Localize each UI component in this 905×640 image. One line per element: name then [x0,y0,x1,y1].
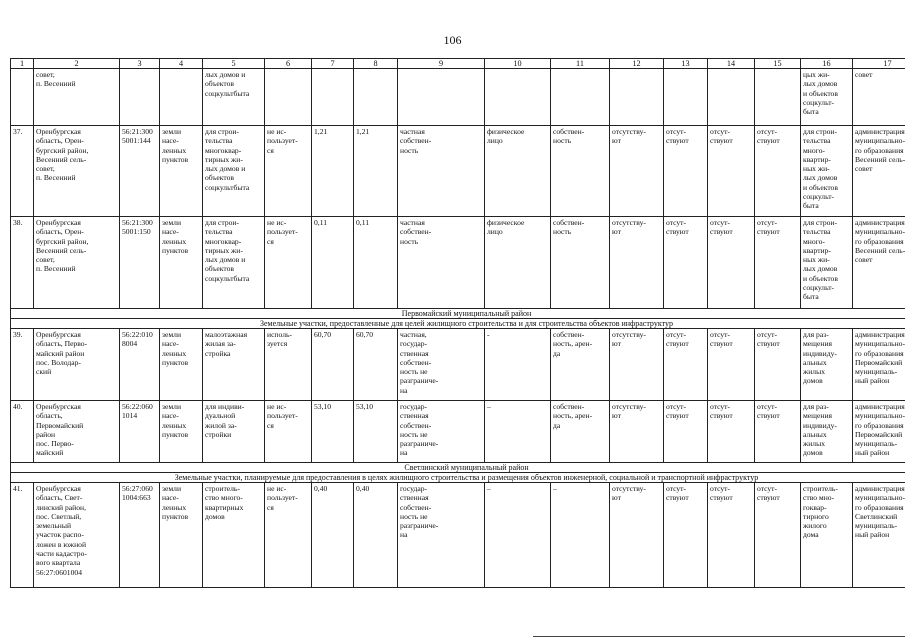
column-number: 12 [610,59,664,69]
column-number: 3 [120,59,160,69]
table-cell: отсут- ствуют [708,329,755,401]
row-number-cell: 39. [11,329,34,401]
column-number: 10 [485,59,551,69]
section-heading-row [11,319,905,329]
table-cell [610,69,664,126]
page-number: 106 [443,33,462,47]
table-cell [398,69,485,126]
table-cell: 1,21 [312,126,354,217]
section-heading-row [11,309,905,319]
table-cell: отсут- ствуют [664,329,708,401]
table-cell: отсут- ствуют [708,126,755,217]
table-row [11,69,905,126]
table-cell: администрация муниципально- го образования Светлинский муниципаль- ный район [853,483,905,588]
column-number: 6 [265,59,312,69]
table-cell [551,69,610,126]
table-row [11,217,905,309]
table-cell: отсут- ствуют [755,483,801,588]
table-cell: для раз- мещения индивиду- альных жилых домов [801,329,853,401]
table-cell [265,69,312,126]
table-cell: собствен- ность, арен- да [551,401,610,463]
table-cell: Оренбургская область, Орен- бургский район, Весенний сель- совет, п. Весенний [34,126,120,217]
table-cell: не ис- пользует- ся [265,217,312,309]
table-row [11,329,905,401]
table-cell: отсут- ствуют [708,401,755,463]
row-number-cell: 38. [11,217,34,309]
table-cell: 60,70 [354,329,398,401]
table-cell: отсут- ствуют [755,329,801,401]
column-number: 1 [11,59,34,69]
column-number: 17 [853,59,905,69]
table-cell: для строи- тельства много- квартир- ных жи- лых домов и объектов соцкульт- быта [801,217,853,309]
table-cell: земли насе- ленных пунктов [160,401,203,463]
table-cell: администрация муниципально- го образования Весенний сель- совет [853,217,905,309]
column-number-row [11,59,905,69]
table-cell: государ- ственная собствен- ность не разграниче- на [398,401,485,463]
table-cell: лых домов и объектов соцкультбыта [203,69,265,126]
table-cell [664,69,708,126]
table-cell: отсут- ствуют [755,217,801,309]
row-number-cell: 40. [11,401,34,463]
row-number-cell: 37. [11,126,34,217]
table-cell: администрация муниципально- го образования Первомайский муниципаль- ный район [853,329,905,401]
table-cell: для строи- тельства много- квартир- ных жи- лых домов и объектов соцкульт- быта [801,126,853,217]
table-cell: отсутству- ют [610,401,664,463]
table-cell [354,69,398,126]
table-cell: цых жи- лых домов и объектов соцкульт- быта [801,69,853,126]
table-cell: Оренбургская область, Свет- линский район, пос. Светлый, земельный участок распо- ложен в южной части кадастро- вого квартала 56:27:0601004 [34,483,120,588]
table-cell: 56:27:060 1004:663 [120,483,160,588]
table-cell: 53,10 [312,401,354,463]
column-number: 16 [801,59,853,69]
table-cell: земли насе- ленных пунктов [160,126,203,217]
table-cell: отсут- ствуют [708,217,755,309]
table-cell: 0,11 [354,217,398,309]
table-cell: частная собствен- ность [398,217,485,309]
table-cell: собствен- ность [551,126,610,217]
table-cell: - [485,329,551,401]
table-cell [755,69,801,126]
table-cell: физическое лицо [485,217,551,309]
table-cell: для строи- тельства многоквар- тирных жи- лых домов и объектов соцкультбыта [203,217,265,309]
table-cell [708,69,755,126]
table-cell: Оренбургская область, Перво- майский район пос. Володар- ский [34,329,120,401]
table-cell: отсут- ствуют [708,483,755,588]
table-cell: отсутству- ют [610,483,664,588]
table-cell: не ис- пользует- ся [265,483,312,588]
column-number: 2 [34,59,120,69]
table-cell: для индиви- дуальной жилой за- стройки [203,401,265,463]
table-row [11,483,905,588]
table-cell: отсут- ствуют [755,401,801,463]
table-cell: 0,40 [312,483,354,588]
land-plots-table [10,58,905,588]
table-cell: не ис- пользует- ся [265,401,312,463]
table-cell: 60,70 [312,329,354,401]
column-number: 11 [551,59,610,69]
table-cell: совет [853,69,905,126]
table-cell: земли насе- ленных пунктов [160,329,203,401]
table-cell: отсутству- ют [610,126,664,217]
table-cell: собствен- ность [551,217,610,309]
footer-rule [533,636,905,637]
column-number: 15 [755,59,801,69]
table-cell: 56:22:060 1014 [120,401,160,463]
table-cell: 56:22:010 8004 [120,329,160,401]
table-cell: физическое лицо [485,126,551,217]
table-cell: Оренбургская область, Первомайский район пос. Перво- майский [34,401,120,463]
table-cell: – [485,483,551,588]
table-cell: администрация муниципально- го образования Весенний сель- совет [853,126,905,217]
table-cell: частная собствен- ность [398,126,485,217]
column-number: 8 [354,59,398,69]
table-cell: – [485,401,551,463]
table-cell: 0,40 [354,483,398,588]
section-heading: Первомайский муниципальный район [11,309,905,319]
table-cell: 56:21:300 5001:150 [120,217,160,309]
table-cell: исполь- зуется [265,329,312,401]
column-number: 14 [708,59,755,69]
table-cell [120,69,160,126]
table-cell: отсут- ствуют [664,401,708,463]
table-cell: отсут- ствуют [664,217,708,309]
table-cell: отсут- ствуют [664,126,708,217]
section-heading: Земельные участки, предоставленные для целей жилищного строительства и для строительства объектов инфраструктур [11,319,905,329]
table-cell [485,69,551,126]
section-heading-row [11,473,905,483]
table-cell: земли насе- ленных пунктов [160,217,203,309]
table-cell: отсутству- ют [610,329,664,401]
table-cell: 0,11 [312,217,354,309]
column-number: 5 [203,59,265,69]
table-cell: – [551,483,610,588]
section-heading: Светлинский муниципальный район [11,463,905,473]
table-cell: не ис- пользует- ся [265,126,312,217]
table-cell: строитель- ство мно- гоквар- тирного жилого дома [801,483,853,588]
row-number-cell: 41. [11,483,34,588]
table-cell: совет, п. Весенний [34,69,120,126]
table-cell: 1,21 [354,126,398,217]
column-number: 4 [160,59,203,69]
table-row [11,126,905,217]
table-cell [160,69,203,126]
table-cell: государ- ственная собствен- ность не разграниче- на [398,483,485,588]
column-number: 9 [398,59,485,69]
table-cell: строитель- ство много- квартирных домов [203,483,265,588]
row-number-cell [11,69,34,126]
table-cell: для строи- тельства многоквар- тирных жи- лых домов и объектов соцкультбыта [203,126,265,217]
table-cell: для раз- мещения индивиду- альных жилых домов [801,401,853,463]
table-cell: малоэтажная жилая за- стройка [203,329,265,401]
table-cell: отсут- ствуют [755,126,801,217]
table-row [11,401,905,463]
table-cell: отсутству- ют [610,217,664,309]
section-heading: Земельные участки, планируемые для предоставления в целях жилищного строительства и размещения объектов инженерной, социальной и транспортной инфраструктур [11,473,905,483]
table-cell: частная, государ- ственная собствен- ность не разграниче- на [398,329,485,401]
column-number: 7 [312,59,354,69]
table-cell: 53,10 [354,401,398,463]
column-number: 13 [664,59,708,69]
table-cell [312,69,354,126]
table-cell: 56:21:300 5001:144 [120,126,160,217]
table-cell: администрация муниципально- го образования Первомайский муниципаль- ный район [853,401,905,463]
table-cell: собствен- ность, арен- да [551,329,610,401]
table-cell: земли насе- ленных пунктов [160,483,203,588]
table-cell: отсут- ствуют [664,483,708,588]
table-cell: Оренбургская область, Орен- бургский район, Весенний сель- совет, п. Весенний [34,217,120,309]
section-heading-row [11,463,905,473]
